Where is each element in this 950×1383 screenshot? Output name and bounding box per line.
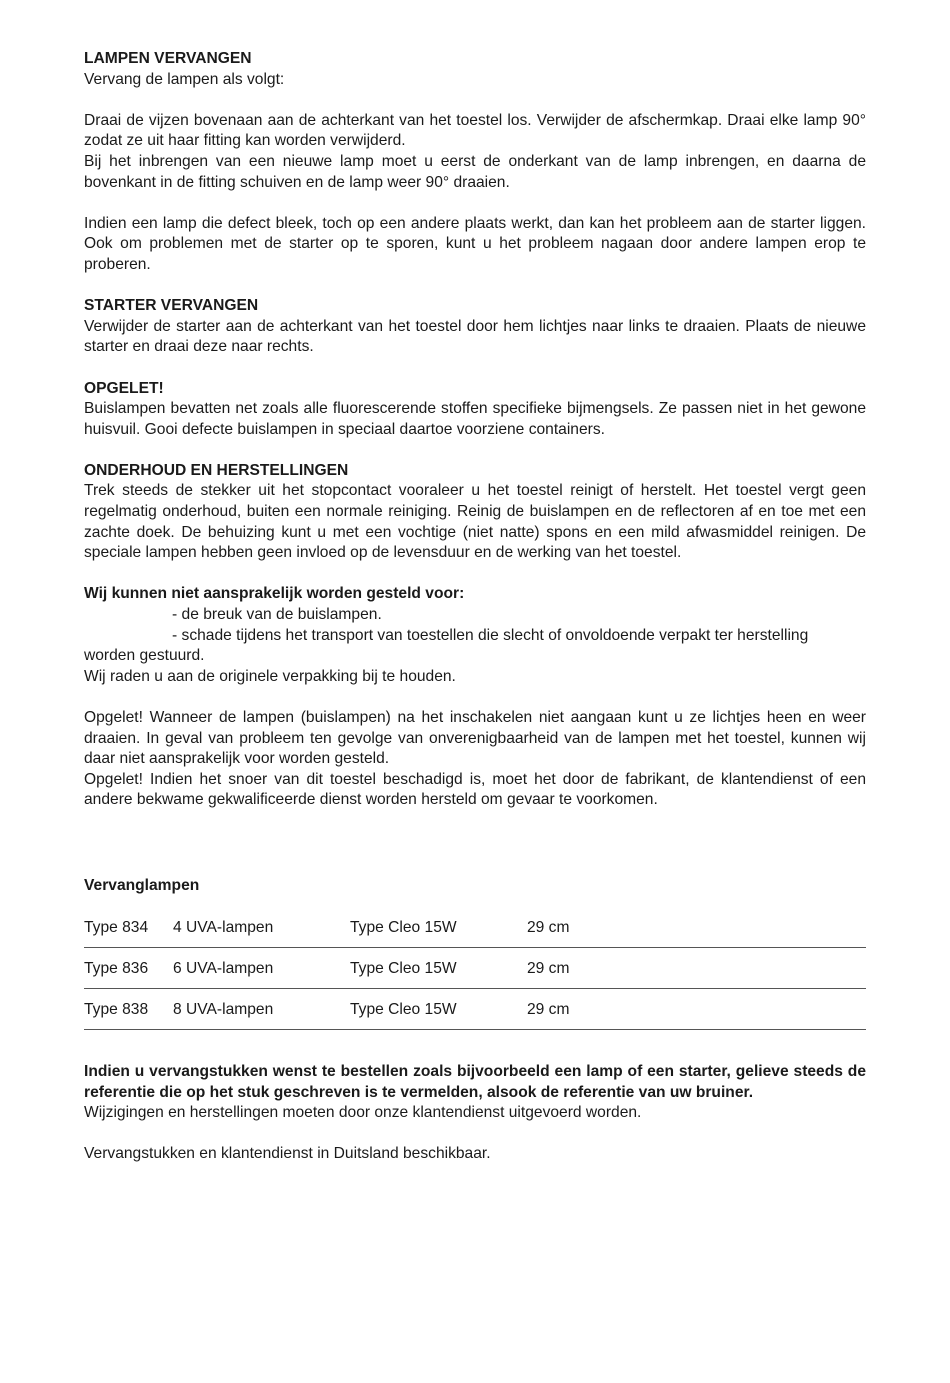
starter-paragraph: Verwijder de starter aan de achterkant van het toestel door hem lichtjes naar links te draaien. Plaats de nieuwe starter en draai deze naar rechts. — [84, 317, 866, 356]
cell-model: Type Cleo 15W — [350, 919, 457, 936]
cell-length: 29 cm — [527, 919, 570, 936]
aansprakelijk-item-2-continued: worden gestuurd. — [84, 647, 205, 665]
cell-type: Type 834 — [84, 919, 149, 936]
cell-lamps: 4 UVA-lampen — [173, 919, 274, 936]
lampen-paragraph-3: Indien een lamp die defect bleek, toch op een andere plaats werkt, dan kan het probleem aan de starter liggen. Ook om problemen met de starter op te sporen, kunt u het probleem nagaan door andere lampen erop te proberen. — [84, 214, 866, 273]
lampen-paragraph-2: Bij het inbrengen van een nieuwe lamp moet u eerst de onderkant van de lamp inbrengen, en daarna de bovenkant in de fitting schuiven en de lamp weer 90° draaien. — [84, 152, 866, 191]
lampen-paragraph-1: Draai de vijzen bovenaan aan de achterkant van het toestel los. Verwijder de afschermkap. Draai elke lamp 90° zodat ze uit haar fitting kan worden verwijderd. — [84, 111, 866, 150]
section-heading-starter: STARTER VERVANGEN — [84, 297, 259, 315]
cell-model: Type Cleo 15W — [350, 1001, 457, 1018]
lampen-intro: Vervang de lampen als volgt: — [84, 70, 285, 88]
repairs-note: Wijzigingen en herstellingen moeten door onze klantendienst uitgevoerd worden. — [84, 1104, 642, 1122]
cell-lamps: 8 UVA-lampen — [173, 1001, 274, 1018]
cell-type: Type 836 — [84, 960, 149, 977]
section-heading-lampen: LAMPEN VERVANGEN — [84, 50, 252, 67]
table-row — [84, 989, 866, 1030]
aansprakelijk-advice: Wij raden u aan de originele verpakking bij te houden. — [84, 667, 456, 685]
table-row — [84, 907, 866, 948]
cell-lamps: 6 UVA-lampen — [173, 960, 274, 977]
opgelet-paragraph: Buislampen bevatten net zoals alle fluorescerende stoffen specifieke bijmengsels. Ze passen niet in het gewone huisvuil. Gooi defecte buislampen in speciaal daartoe voorziene containers. — [84, 400, 866, 438]
footer-notes — [84, 1062, 866, 1165]
cell-type: Type 838 — [84, 1001, 149, 1018]
opgelet-snoer-paragraph: Opgelet! Indien het snoer van dit toestel beschadigd is, moet het door de fabrikant, de klantendienst of een andere bekwame gekwalificeerde dienst worden hersteld om gevaar te voorkomen. — [84, 770, 866, 809]
opgelet-lampen-paragraph: Opgelet! Wanneer de lampen (buislampen) na het inschakelen niet aangaan kunt u ze lichtjes heen en weer draaien. In geval van probleem ten gevolge van onverenigbaarheid van de lampen met het toestel, kunnen wij daar niet aansprakelijk voor worden gesteld. — [84, 709, 866, 768]
aansprakelijk-item-2: - schade tijdens het transport van toestellen die slecht of onvoldoende verpakt ter herstelling — [172, 626, 809, 644]
onderhoud-paragraph: Trek steeds de stekker uit het stopcontact vooraleer u het toestel reinigt of herstelt. Het toestel vergt geen regelmatig onderhoud, buiten een normale reiniging. Reinig de buislampen en de reflectoren af en toe met een zachte doek. De behuizing kunt u met een vochtige (niet natte) spons en een mild afwasmiddel reinigen. De speciale lampen hebben geen invloed op de levensduur en de werking van het toestel. — [84, 482, 866, 562]
section-heading-onderhoud: ONDERHOUD EN HERSTELLINGEN — [84, 461, 349, 479]
table-row — [84, 948, 866, 989]
cell-length: 29 cm — [527, 960, 570, 977]
section-heading-aansprakelijk: Wij kunnen niet aansprakelijk worden gesteld voor: — [84, 585, 465, 603]
table-title: Vervanglampen — [84, 877, 200, 894]
aansprakelijk-item-1: - de breuk van de buislampen. — [172, 606, 382, 624]
ordering-note: Indien u vervangstukken wenst te bestellen zoals bijvoorbeeld een lamp of een starter, gelieve steeds de referentie die op het stuk geschreven is te vermelden, alsook de referentie van uw bruiner. — [84, 1063, 866, 1101]
replacement-lamps-table — [84, 907, 866, 1030]
availability-note: Vervangstukken en klantendienst in Duitsland beschikbaar. — [84, 1145, 491, 1163]
cell-model: Type Cleo 15W — [350, 960, 457, 977]
section-heading-opgelet: OPGELET! — [84, 379, 164, 397]
cell-length: 29 cm — [527, 1001, 570, 1018]
document-body — [84, 49, 866, 811]
